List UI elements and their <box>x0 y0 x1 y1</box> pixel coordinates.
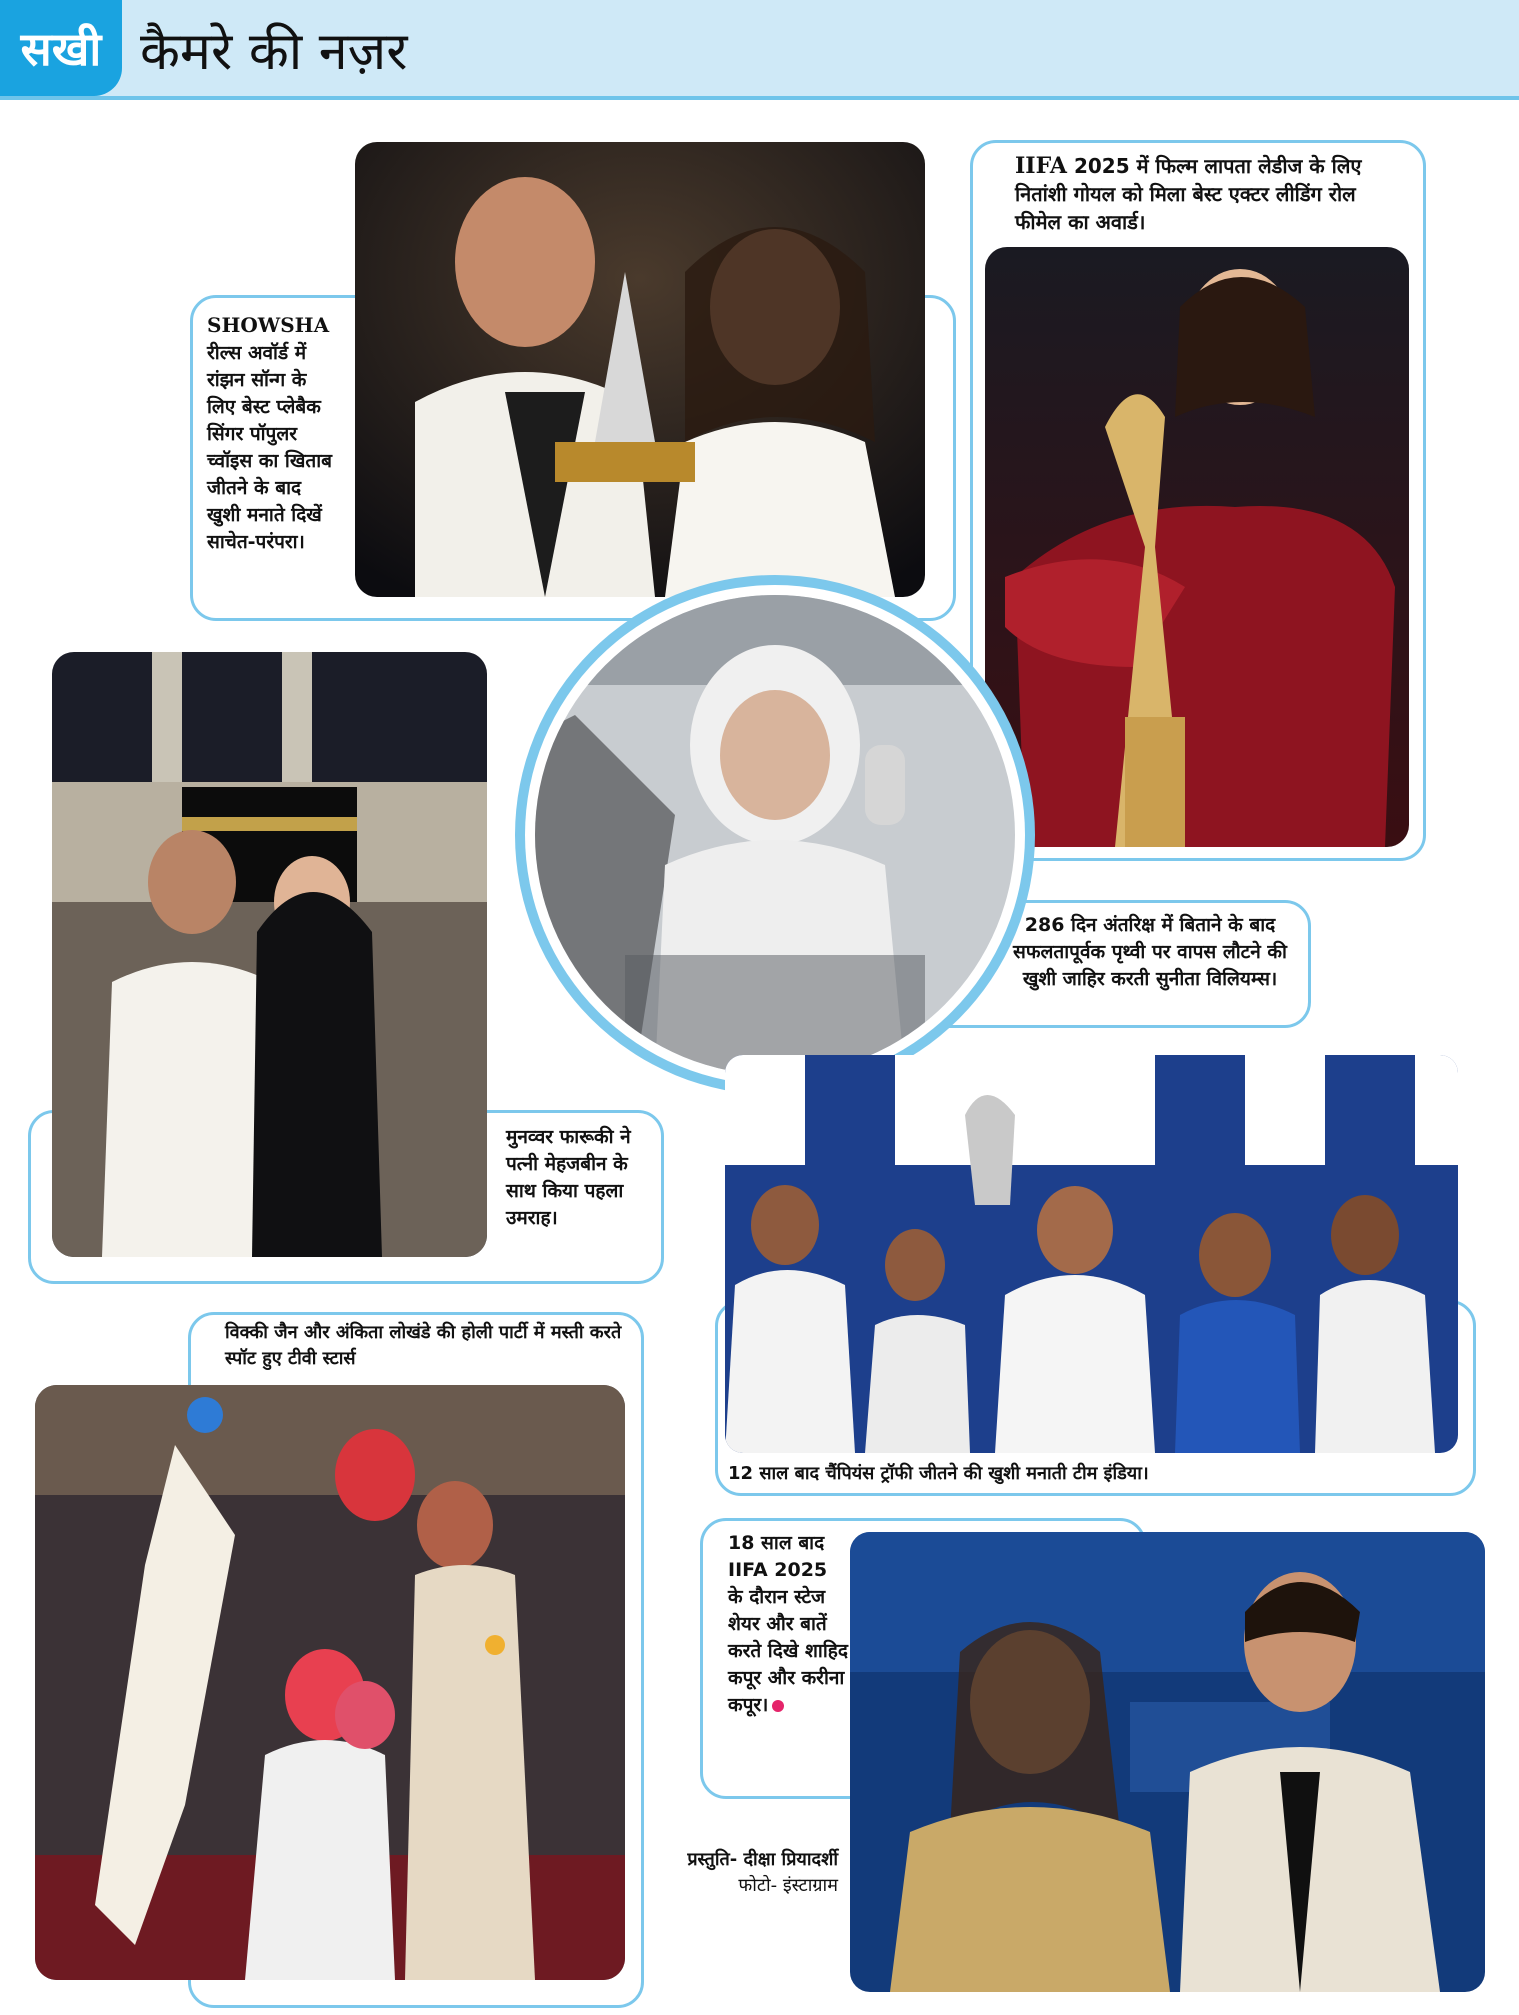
photo-credit: फोटो- इंस्टाग्राम <box>738 1875 838 1896</box>
couple-with-award-photo <box>355 142 925 597</box>
page-header <box>0 0 1519 96</box>
actress-with-trophy-photo <box>985 247 1409 847</box>
page-title: कैमरे की नज़र <box>140 22 408 82</box>
cricket-caption: 12 साल बाद चैंपियंस ट्रॉफी जीतने की खुशी मनाती टीम इंडिया। <box>728 1463 1149 1484</box>
astronaut-photo <box>535 595 1015 1075</box>
astronaut-caption: 286 दिन अंतरिक्ष में बिताने के बाद सफलतापूर्वक पृथ्वी पर वापस लौटने की खुशी जाहिर करती सुनीता विलियम्स। <box>1013 914 1287 990</box>
actors-on-stage-photo <box>850 1532 1485 1992</box>
reel-awards-caption: SHOWSHA रील्स अवॉर्ड में रांझन सॉन्ग के लिए बेस्ट प्लेबैक सिंगर पॉपुलर च्वॉइस का खिताब जीतने के बाद खुशी मनाते दिखें साचेत-परंपरा। <box>207 313 332 553</box>
couple-at-mecca-photo <box>52 652 487 1257</box>
iifa-award-caption: IIFA 2025 में फिल्म लापता लेडीज के लिए नितांशी गोयल को मिला बेस्ट एक्टर लीडिंग रोल फीमेल का अवार्ड। <box>1015 153 1362 234</box>
end-mark-icon <box>772 1700 784 1712</box>
header-divider <box>0 96 1519 100</box>
iifa-stage-caption: 18 साल बाद IIFA 2025 के दौरान स्टेज शेयर और बातें करते दिखे शाहिद कपूर और करीना कपूर। <box>728 1532 848 1716</box>
section-brand: सखी <box>0 0 122 96</box>
astronaut-circle <box>515 575 1035 1095</box>
umrah-caption: मुनव्वर फारूकी ने पत्नी मेहजबीन के साथ किया पहला उमराह। <box>506 1126 631 1229</box>
presented-by-credit: प्रस्तुति- दीक्षा प्रियादर्शी <box>687 1849 838 1870</box>
holi-party-photo <box>35 1385 625 1980</box>
team-with-trophy-photo <box>725 1055 1458 1453</box>
holi-caption: विक्की जैन और अंकिता लोखंडे की होली पार्टी में मस्ती करते स्पॉट हुए टीवी स्टार्स <box>225 1322 622 1369</box>
